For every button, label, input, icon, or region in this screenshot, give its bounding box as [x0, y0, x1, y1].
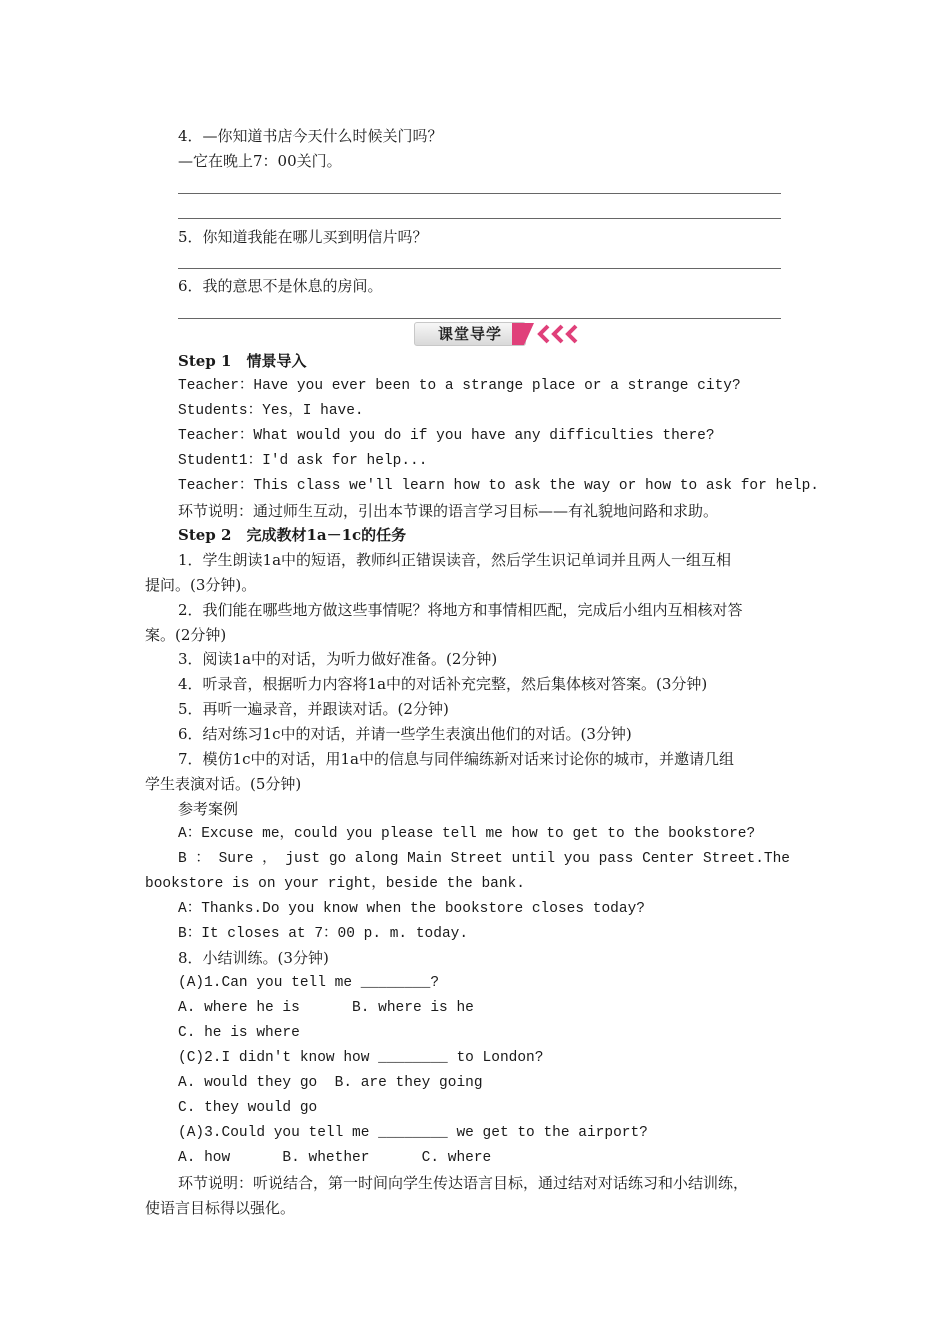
section-banner-title: 课堂导学 [414, 322, 526, 346]
exercise-q5: 5．你知道我能在哪儿买到明信片吗？ [178, 228, 428, 246]
answer-line [178, 318, 781, 319]
quiz-question: (A)1.Can you tell me ________? [178, 975, 440, 991]
quiz-options: A. how B. whether C. where [178, 1150, 492, 1166]
exercise-q6: 6．我的意思不是休息的房间。 [178, 277, 383, 295]
dialogue-line: Teacher：What would you do if you have any difficulties there? [178, 428, 715, 444]
quiz-question: (C)2.I didn't know how ________ to London? [178, 1050, 544, 1066]
step2-item2-cont: 案。(2分钟) [145, 626, 227, 644]
quiz-question: (A)3.Could you tell me ________ we get to the airport? [178, 1125, 648, 1141]
quiz-options: A. where he is B. where is he [178, 1000, 474, 1016]
dialogue-line: Student1：I'd ask for help... [178, 453, 428, 469]
reference-title: 参考案例 [178, 800, 239, 818]
exercise-q4-line1: 4．—你知道书店今天什么时候关门吗？ [178, 127, 443, 145]
step2-item1-cont: 提问。(3分钟)。 [145, 576, 257, 594]
step1-note: 环节说明：通过师生互动，引出本节课的语言学习目标——有礼貌地问路和求助。 [178, 502, 719, 520]
step2-heading: Step 2 完成教材1a－1c的任务 [178, 526, 407, 544]
step2-note: 环节说明：听说结合，第一时间向学生传达语言目标，通过结对对话练习和小结训练， [178, 1174, 749, 1192]
step2-item4: 4．听录音，根据听力内容将1a中的对话补充完整，然后集体核对答案。(3分钟) [178, 675, 708, 693]
reference-line: A：Thanks.Do you know when the bookstore closes today? [178, 901, 645, 917]
step2-item8: 8．小结训练。(3分钟) [178, 949, 329, 967]
step2-item7: 7．模仿1c中的对话，用1a中的信息与同伴编练新对话来讨论你的城市，并邀请几组 [178, 750, 734, 768]
step2-item3: 3．阅读1a中的对话，为听力做好准备。(2分钟) [178, 650, 498, 668]
dialogue-line: Teacher：Have you ever been to a strange place or a strange city? [178, 378, 741, 394]
step2-note-cont: 使语言目标得以强化。 [145, 1199, 296, 1217]
step1-heading: Step 1 情景导入 [178, 352, 307, 370]
reference-line: bookstore is on your right，beside the bank. [145, 876, 525, 892]
reference-line: B ： Sure ， just go along Main Street until you pass Center Street.The [178, 851, 790, 867]
step2-item2: 2．我们能在哪些地方做这些事情呢？将地方和事情相匹配，完成后小组内互相核对答 [178, 601, 743, 619]
quiz-options: A. would they go B. are they going [178, 1075, 483, 1091]
answer-line [178, 218, 781, 219]
quiz-options: C. they would go [178, 1100, 318, 1116]
exercise-q4-line2: —它在晚上7：00关门。 [178, 152, 342, 170]
step2-item7-cont: 学生表演对话。(5分钟) [145, 775, 302, 793]
dialogue-line: Students：Yes，I have. [178, 403, 364, 419]
dialogue-line: Teacher：This class we'll learn how to ask the way or how to ask for help. [178, 478, 820, 494]
reference-line: A：Excuse me，could you please tell me how to get to the bookstore? [178, 826, 756, 842]
answer-line [178, 268, 781, 269]
reference-line: B：It closes at 7：00 p. m. today. [178, 926, 469, 942]
step2-item6: 6．结对练习1c中的对话，并请一些学生表演出他们的对话。(3分钟) [178, 725, 632, 743]
step2-item5: 5．再听一遍录音，并跟读对话。(2分钟) [178, 700, 449, 718]
answer-line [178, 193, 781, 194]
chevron-arrows-icon [512, 322, 588, 346]
step2-item1: 1．学生朗读1a中的短语，教师纠正错误读音，然后学生识记单词并且两人一组互相 [178, 551, 732, 569]
section-banner [414, 322, 584, 346]
quiz-options: C. he is where [178, 1025, 300, 1041]
